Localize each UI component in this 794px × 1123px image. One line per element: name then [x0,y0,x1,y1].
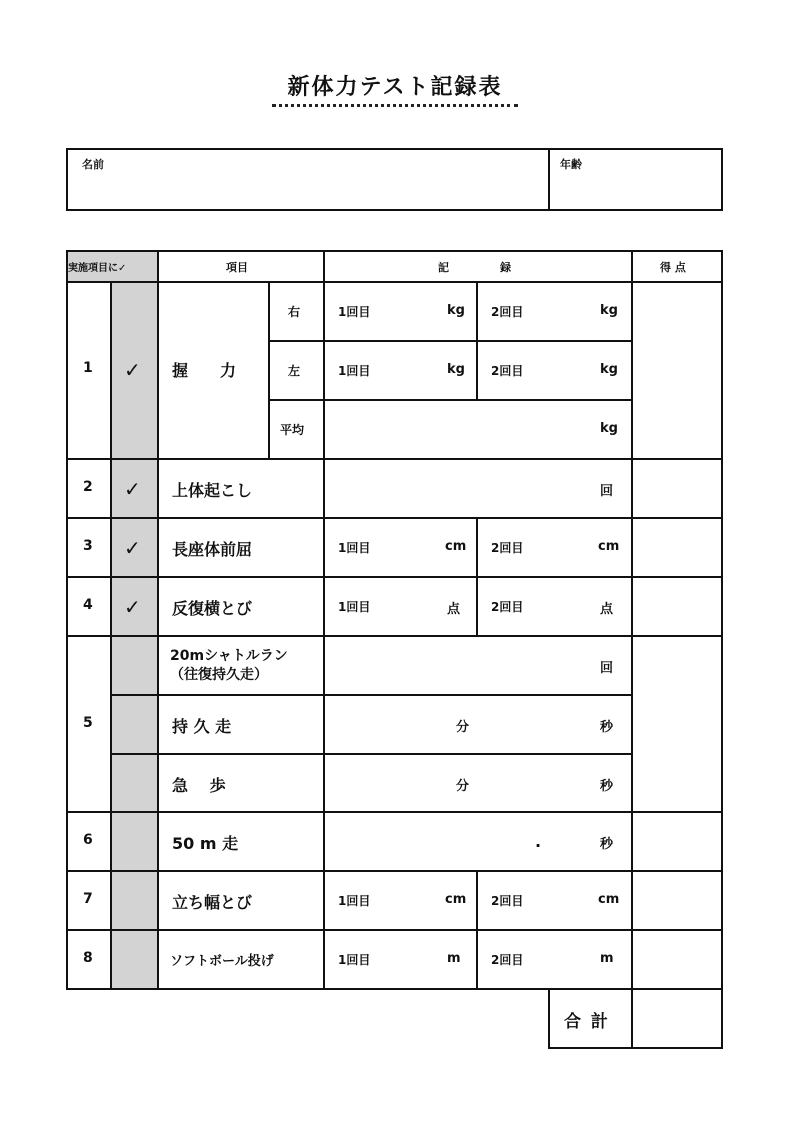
table-line [268,281,270,458]
unit-label: kg [447,303,465,318]
check-mark-icon[interactable]: ✓ [124,595,141,619]
item-standing-long-jump: 立ち幅とび [172,893,253,912]
item-endurance-run: 持 久 走 [172,717,232,736]
age-label: 年齢 [560,158,582,171]
trial1-label: 1回目 [338,305,371,319]
table-line [66,929,723,931]
unit-label: 秒 [600,720,614,735]
check-mark-icon[interactable]: ✓ [124,477,141,501]
item-column-header: 項目 [226,261,248,274]
sub-average: 平均 [280,423,305,437]
unit-label: 秒 [600,837,614,852]
item-shuttle-run-sub: （往復持久走） [170,667,268,683]
page-title: 新体力テスト記録表 [287,75,503,100]
unit-label: m [600,951,614,966]
table-line [476,870,478,988]
unit-label: kg [600,362,618,377]
check-mark-icon[interactable]: ✓ [124,358,141,382]
table-line [66,811,723,813]
table-line [66,281,723,283]
table-line [548,988,550,1049]
unit-label: cm [598,539,620,554]
item-sit-ups: 上体起こし [172,481,253,500]
item-50m-run: 50 m 走 [172,834,239,853]
row-number: 3 [83,538,93,554]
row-number: 8 [83,950,93,966]
table-line [631,250,633,1049]
name-label: 名前 [82,158,104,171]
unit-label: 分 [456,720,470,735]
row-number: 7 [83,891,93,907]
item-grip-strength: 握 力 [172,361,237,380]
trial1-label: 1回目 [338,541,371,555]
table-line [66,576,723,578]
table-line [548,1047,723,1049]
row-number: 1 [83,360,93,376]
unit-label: 点 [447,602,461,617]
decimal-dot: . [535,832,542,851]
table-line [66,250,68,990]
record-column-header-a: 記 [438,261,449,274]
trial2-label: 2回目 [491,541,524,555]
table-line [66,250,723,252]
unit-label: 回 [600,661,614,676]
trial1-label: 1回目 [338,600,371,614]
unit-label: 点 [600,602,614,617]
row-number: 5 [83,715,93,731]
trial2-label: 2回目 [491,953,524,967]
record-column-header-b: 録 [500,261,511,274]
unit-label: 秒 [600,779,614,794]
trial1-label: 1回目 [338,953,371,967]
table-line [66,458,723,460]
trial1-label: 1回目 [338,894,371,908]
unit-label: m [447,951,461,966]
table-line [110,694,632,696]
table-line [476,517,478,635]
check-column-header: 実施項目に✓ [68,263,127,274]
unit-label: cm [445,539,467,554]
unit-label: kg [600,421,618,436]
table-line [157,250,159,990]
row-number: 4 [83,597,93,613]
table-line [721,250,723,1049]
trial2-label: 2回目 [491,305,524,319]
table-line [110,281,112,988]
table-line [110,753,632,755]
item-side-step: 反復横とび [172,599,253,618]
unit-label: kg [600,303,618,318]
item-sit-and-reach: 長座体前屈 [172,540,253,559]
item-softball-throw: ソフトボール投げ [170,954,274,969]
score-column-header: 得 点 [660,261,686,274]
unit-label: 回 [600,484,614,499]
row-number: 2 [83,479,93,495]
item-fast-walk: 急 歩 [172,776,226,795]
unit-label: kg [447,362,465,377]
table-line [66,870,723,872]
table-line [66,517,723,519]
sub-right: 右 [288,305,301,319]
unit-label: cm [445,892,467,907]
total-label: 合 計 [564,1012,610,1032]
table-line [476,281,478,399]
unit-label: cm [598,892,620,907]
check-mark-icon[interactable]: ✓ [124,536,141,560]
row-number: 6 [83,832,93,848]
table-line [66,635,723,637]
trial2-label: 2回目 [491,364,524,378]
sub-left: 左 [288,364,301,378]
trial2-label: 2回目 [491,894,524,908]
trial2-label: 2回目 [491,600,524,614]
table-line [66,988,723,990]
unit-label: 分 [456,779,470,794]
table-line [323,250,325,990]
item-shuttle-run: 20mシャトルラン [170,648,288,664]
trial1-label: 1回目 [338,364,371,378]
